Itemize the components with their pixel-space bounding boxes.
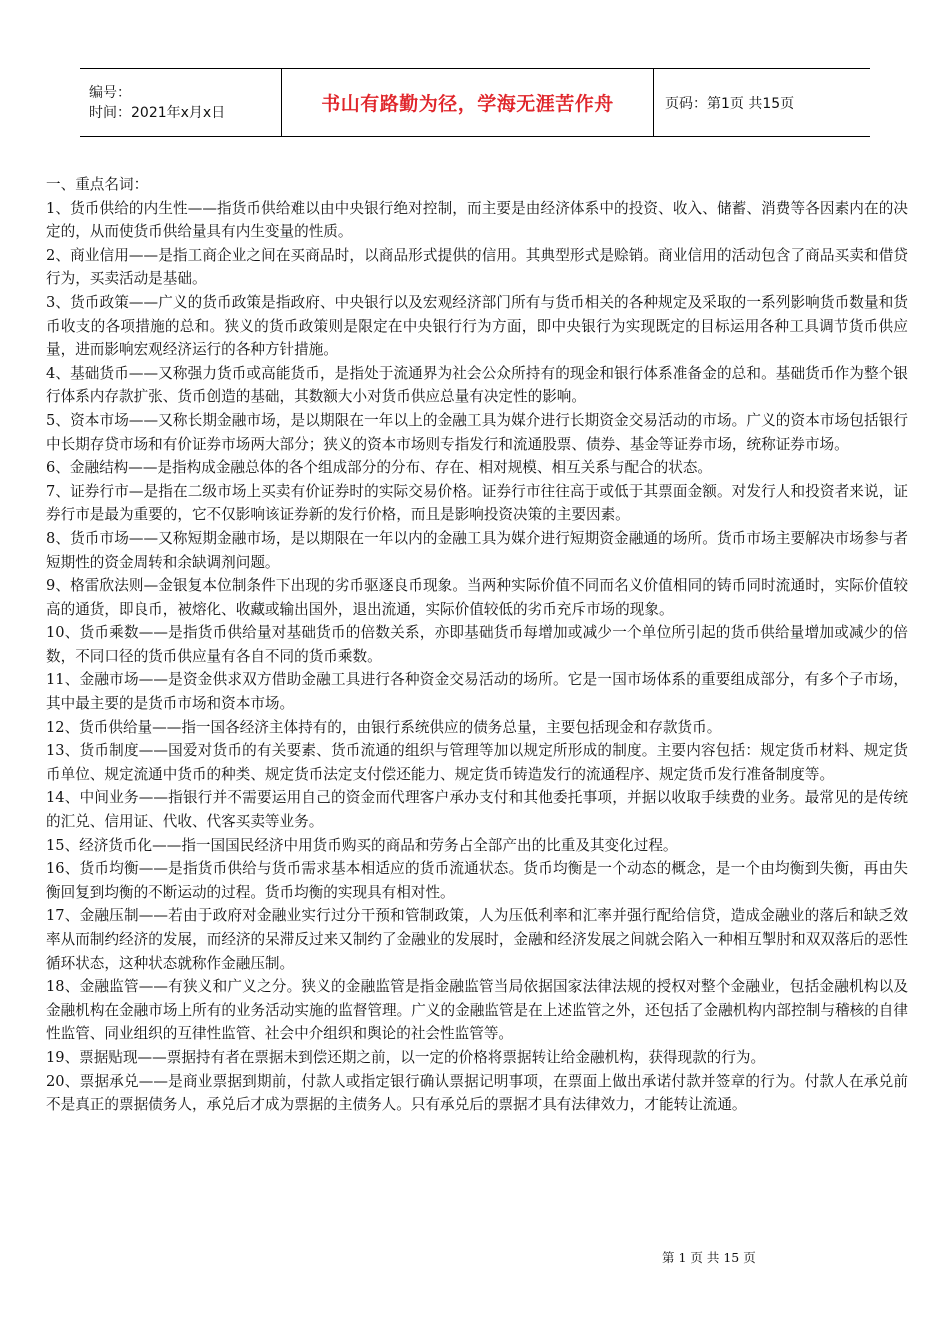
page-info: 页码：第1页 共15页	[665, 95, 795, 112]
term-paragraph: 14、中间业务——指银行并不需要运用自己的资金而代理客户承办支付和其他委托事项，并据以收取手续费的业务。最常见的是传统的汇兑、信用证、代收、代客买卖等业务。	[46, 789, 908, 831]
document-time-label: 时间：2021年x月x日	[89, 104, 226, 121]
header-motto-cell	[282, 69, 654, 136]
term-paragraph: 1、货币供给的内生性——指货币供给难以由中央银行绝对控制，而主要是由经济体系中的投资、收入、储蓄、消费等各因素内在的决定的，从而使货币供给量具有内生变量的性质。	[46, 199, 908, 241]
term-paragraph: 9、格雷欣法则—金银复本位制条件下出现的劣币驱逐良币现象。当两种实际价值不同而名义价值相同的铸币同时流通时，实际价值较高的通货，即良币，被熔化、收藏或输出国外，退出流通，实际价值较低的劣币充斥市场的现象。	[46, 577, 908, 618]
term-paragraph: 20、票据承兑——是商业票据到期前，付款人或指定银行确认票据记明事项，在票面上做出承诺付款并签章的行为。付款人在承兑前不是真正的票据债务人，承兑后才成为票据的主债务人。只有承兑后的票据才具有法律效力，才能转让流通。	[46, 1072, 908, 1114]
term-paragraph: 17、金融压制——若由于政府对金融业实行过分干预和管制政策，人为压低利率和汇率并强行配给信贷，造成金融业的落后和缺乏效率从而制约经济的发展，而经济的呆滞反过来又制约了金融业的发展时，金融和经济发展之间就会陷入一种相互掣肘和双双落后的恶性循环状态，这种状态就称作金融压制。	[46, 907, 908, 972]
term-paragraph: 3、货币政策——广义的货币政策是指政府、中央银行以及宏观经济部门所有与货币相关的各种规定及采取的一系列影响货币数量和货币收支的各项措施的总和。狭义的货币政策则是限定在中央银行行为方面，即中央银行为实现既定的目标运用各种工具调节货币供应量，进而影响宏观经济运行的各种方针措施。	[46, 293, 908, 359]
term-paragraph: 8、货币市场——又称短期金融市场，是以期限在一年以内的金融工具为媒介进行短期资金融通的场所。货币市场主要解决市场参与者短期性的资金周转和余缺调剂问题。	[46, 529, 908, 571]
header-table	[80, 68, 870, 137]
header-page-cell	[654, 69, 870, 136]
term-paragraph: 18、金融监管——有狭义和广义之分。狭义的金融监管是指金融监管当局依据国家法律法规的授权对整个金融业，包括金融机构以及金融机构在金融市场上所有的业务活动实施的监督管理。广义的金融监管是在上述监管之外，还包括了金融机构内部控制与稽核的自律性监管、同业组织的互律性监管、社会中介组织和舆论的社会性监管等。	[46, 978, 908, 1043]
page-footer: 第 1 页 共 15 页	[662, 1250, 756, 1265]
term-paragraph: 12、货币供给量——指一国各经济主体持有的，由银行系统供应的债务总量，主要包括现金和存款货币。	[46, 718, 722, 736]
term-paragraph: 2、商业信用——是指工商企业之间在买商品时，以商品形式提供的信用。其典型形式是赊销。商业信用的活动包含了商品买卖和借贷行为，买卖活动是基础。	[46, 246, 908, 288]
document-body	[46, 173, 908, 1117]
term-paragraph: 5、资本市场——又称长期金融市场，是以期限在一年以上的金融工具为媒介进行长期资金交易活动的市场。广义的资本市场包括银行中长期存贷市场和有价证券市场两大部分；狭义的资本市场则专指发行和流通股票、债券、基金等证券市场，统称证券市场。	[46, 411, 908, 453]
term-paragraph: 15、经济货币化——指一国国民经济中用货币购买的商品和劳务占全部产出的比重及其变化过程。	[46, 836, 678, 854]
term-paragraph: 6、金融结构——是指构成金融总体的各个组成部分的分布、存在、相对规模、相互关系与配合的状态。	[46, 459, 713, 477]
term-paragraph: 16、货币均衡——是指货币供给与货币需求基本相适应的货币流通状态。货币均衡是一个动态的概念，是一个由均衡到失衡，再由失衡回复到均衡的不断运动的过程。货币均衡的实现具有相对性。	[46, 860, 908, 901]
term-paragraph: 11、金融市场——是资金供求双方借助金融工具进行各种资金交易活动的场所。它是一国市场体系的重要组成部分，有多个子市场，其中最主要的是货币市场和资本市场。	[46, 671, 908, 713]
document-number-label: 编号：	[89, 84, 131, 101]
term-paragraph: 7、证券行市—是指在二级市场上买卖有价证券时的实际交易价格。证券行市往往高于或低于其票面金额。对发行人和投资者来说，证券行市是最为重要的，它不仅影响该证券新的发行价格，而且是影响投资决策的主要因素。	[46, 482, 908, 524]
term-paragraph: 10、货币乘数——是指货币供给量对基础货币的倍数关系，亦即基础货币每增加或减少一个单位所引起的货币供给量增加或减少的倍数，不同口径的货币供应量有各自不同的货币乘数。	[46, 624, 908, 665]
term-paragraph: 4、基础货币——又称强力货币或高能货币，是指处于流通界为社会公众所持有的现金和银行体系准备金的总和。基础货币作为整个银行体系内存款扩张、货币创造的基础，其数额大小对货币供应总量有决定性的影响。	[46, 364, 908, 406]
motto-text: 书山有路勤为径，学海无涯苦作舟	[321, 93, 614, 115]
term-paragraph: 19、票据贴现——票据持有者在票据未到偿还期之前，以一定的价格将票据转让给金融机构，获得现款的行为。	[46, 1048, 766, 1066]
header-meta-cell	[80, 69, 282, 136]
section-title: 一、重点名词：	[46, 176, 149, 193]
term-paragraph: 13、货币制度——国爱对货币的有关要素、货币流通的组织与管理等加以规定所形成的制度。主要内容包括：规定货币材料、规定货币单位、规定流通中货币的种类、规定货币法定支付偿还能力、规定货币铸造发行的流通程序、规定货币发行准备制度等。	[46, 742, 908, 783]
